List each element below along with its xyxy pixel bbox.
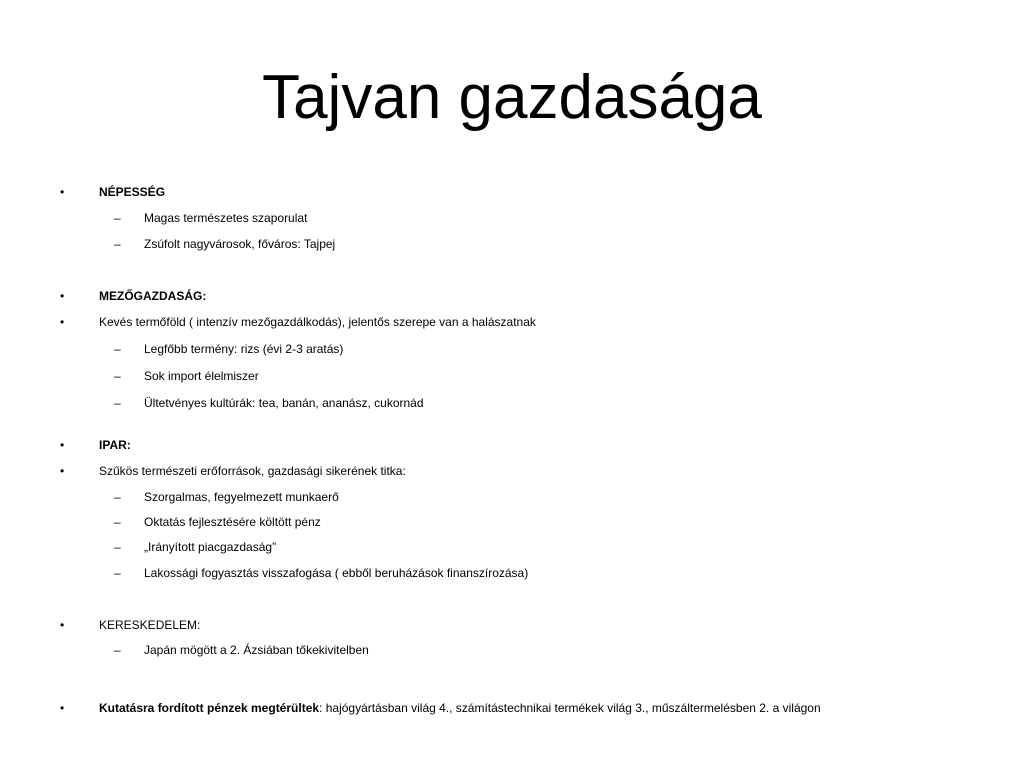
sub-item-text: Szorgalmas, fegyelmezett munkaerő <box>144 490 339 504</box>
bullet-marker: • <box>60 701 65 715</box>
dash-marker: – <box>114 396 121 410</box>
sub-item-text: Zsúfolt nagyvárosok, főváros: Tajpej <box>144 237 336 251</box>
heading-nepesseg: NÉPESSÉG <box>99 185 166 199</box>
sub-item-text: Oktatás fejlesztésére költött pénz <box>144 515 321 529</box>
dash-marker: – <box>114 490 121 504</box>
kutatas-rest: : hajógyártásban világ 4., számítástechnikai termékek világ 3., műszáltermelésben 2. a világon <box>319 701 821 715</box>
bullet-point-text: Kevés termőföld ( intenzív mezőgazdálkodás), jelentős szerepe van a halászatnak <box>99 315 536 329</box>
bullet-marker: • <box>60 464 65 478</box>
bullet-marker: • <box>60 315 65 329</box>
sub-item-text: Lakossági fogyasztás visszafogása ( ebből beruházások finanszírozása) <box>144 566 529 580</box>
heading-ipar: IPAR: <box>99 438 131 452</box>
dash-marker: – <box>114 643 121 657</box>
sub-item-text: Japán mögött a 2. Ázsiában tőkekivitelben <box>144 643 369 657</box>
bullet-marker: • <box>60 618 65 632</box>
slide-title: Tajvan gazdasága <box>262 63 762 132</box>
bullet-point-text: Szűkös természeti erőforrások, gazdasági sikerének titka: <box>99 464 406 478</box>
dash-marker: – <box>114 566 121 580</box>
bullet-kutatas-text <box>99 700 821 716</box>
heading-kereskedelem: KERESKEDELEM: <box>99 618 201 632</box>
bullet-marker: • <box>60 438 65 452</box>
dash-marker: – <box>114 369 121 383</box>
dash-marker: – <box>114 342 121 356</box>
sub-item-text: Sok import élelmiszer <box>144 369 259 383</box>
sub-item-text: Legfőbb termény: rizs (évi 2-3 aratás) <box>144 342 344 356</box>
heading-mezogazdasag: MEZŐGAZDASÁG: <box>99 289 207 303</box>
sub-item-text: Magas természetes szaporulat <box>144 211 308 225</box>
kutatas-bold-lead: Kutatásra fordított pénzek megtérültek <box>99 701 320 715</box>
dash-marker: – <box>114 540 121 554</box>
bullet-marker: • <box>60 289 65 303</box>
bullet-marker: • <box>60 185 65 199</box>
dash-marker: – <box>114 211 121 225</box>
dash-marker: – <box>114 237 121 251</box>
dash-marker: – <box>114 515 121 529</box>
sub-item-text: Ültetvényes kultúrák: tea, banán, ananász, cukornád <box>144 396 424 410</box>
sub-item-text: „Irányított piacgazdaság” <box>144 540 277 554</box>
